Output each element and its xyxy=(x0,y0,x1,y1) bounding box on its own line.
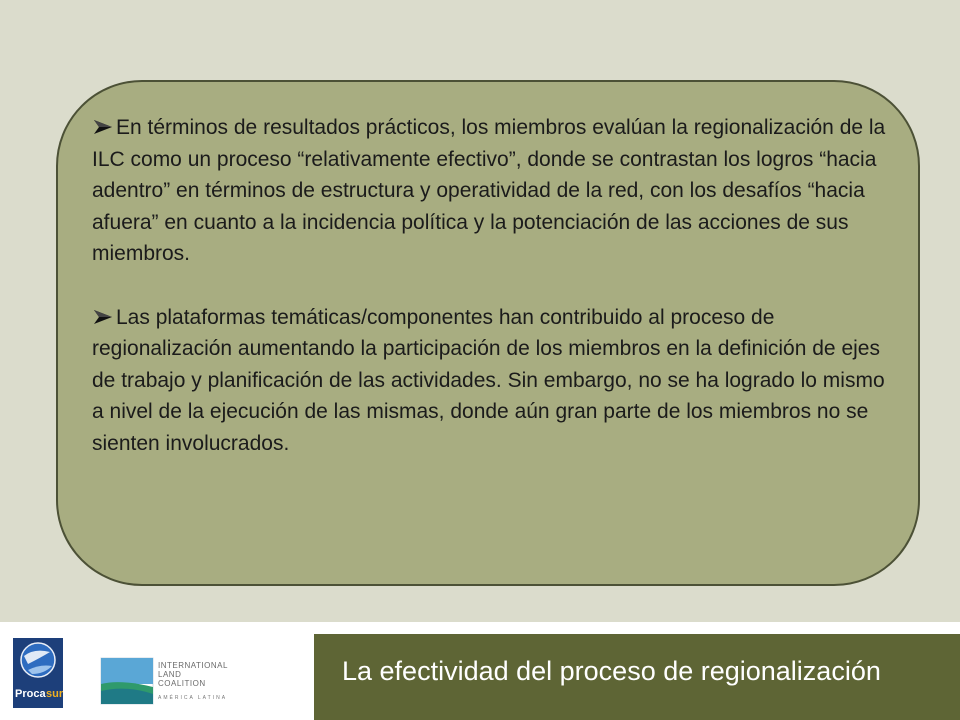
ilc-landscape-icon xyxy=(100,657,154,705)
content-box xyxy=(56,80,920,586)
procasur-logo xyxy=(10,636,66,712)
procasur-globe-icon xyxy=(10,636,66,712)
ilc-subtitle: AMÉRICA LATINA xyxy=(158,695,228,701)
arrowhead-bullet-icon xyxy=(92,119,114,135)
svg-text:sur: sur xyxy=(46,688,64,700)
slide-title: La efectividad del proceso de regionalización xyxy=(342,656,881,686)
footer-title-panel xyxy=(314,634,960,720)
bullet-text: Las plataformas temáticas/componentes han contribuido al proceso de regionalización aumentando la participación de los miembros en la definición de ejes de trabajo y planificación de las actividades. Sin embargo, no se ha logrado lo mismo a nivel de la ejecución de las mismas, donde aún gran parte de los miembros no se sienten involucrados. xyxy=(92,305,885,455)
ilc-logo xyxy=(100,657,250,707)
arrowhead-bullet-icon xyxy=(92,309,114,325)
svg-text:Proca: Proca xyxy=(15,688,46,700)
bullet-item xyxy=(92,302,892,460)
ilc-wordmark: INTERNATIONAL LAND COALITION xyxy=(158,661,228,688)
bullet-list xyxy=(92,112,892,491)
bullet-item xyxy=(92,112,892,270)
bullet-text: En términos de resultados prácticos, los miembros evalúan la regionalización de la ILC como un proceso “relativamente efectivo”, donde se contrastan los logros “hacia adentro” en términos de estructura y operatividad de la red, con los desafíos “hacia afuera” en cuanto a la incidencia política y la potenciación de las acciones de sus miembros. xyxy=(92,116,886,265)
